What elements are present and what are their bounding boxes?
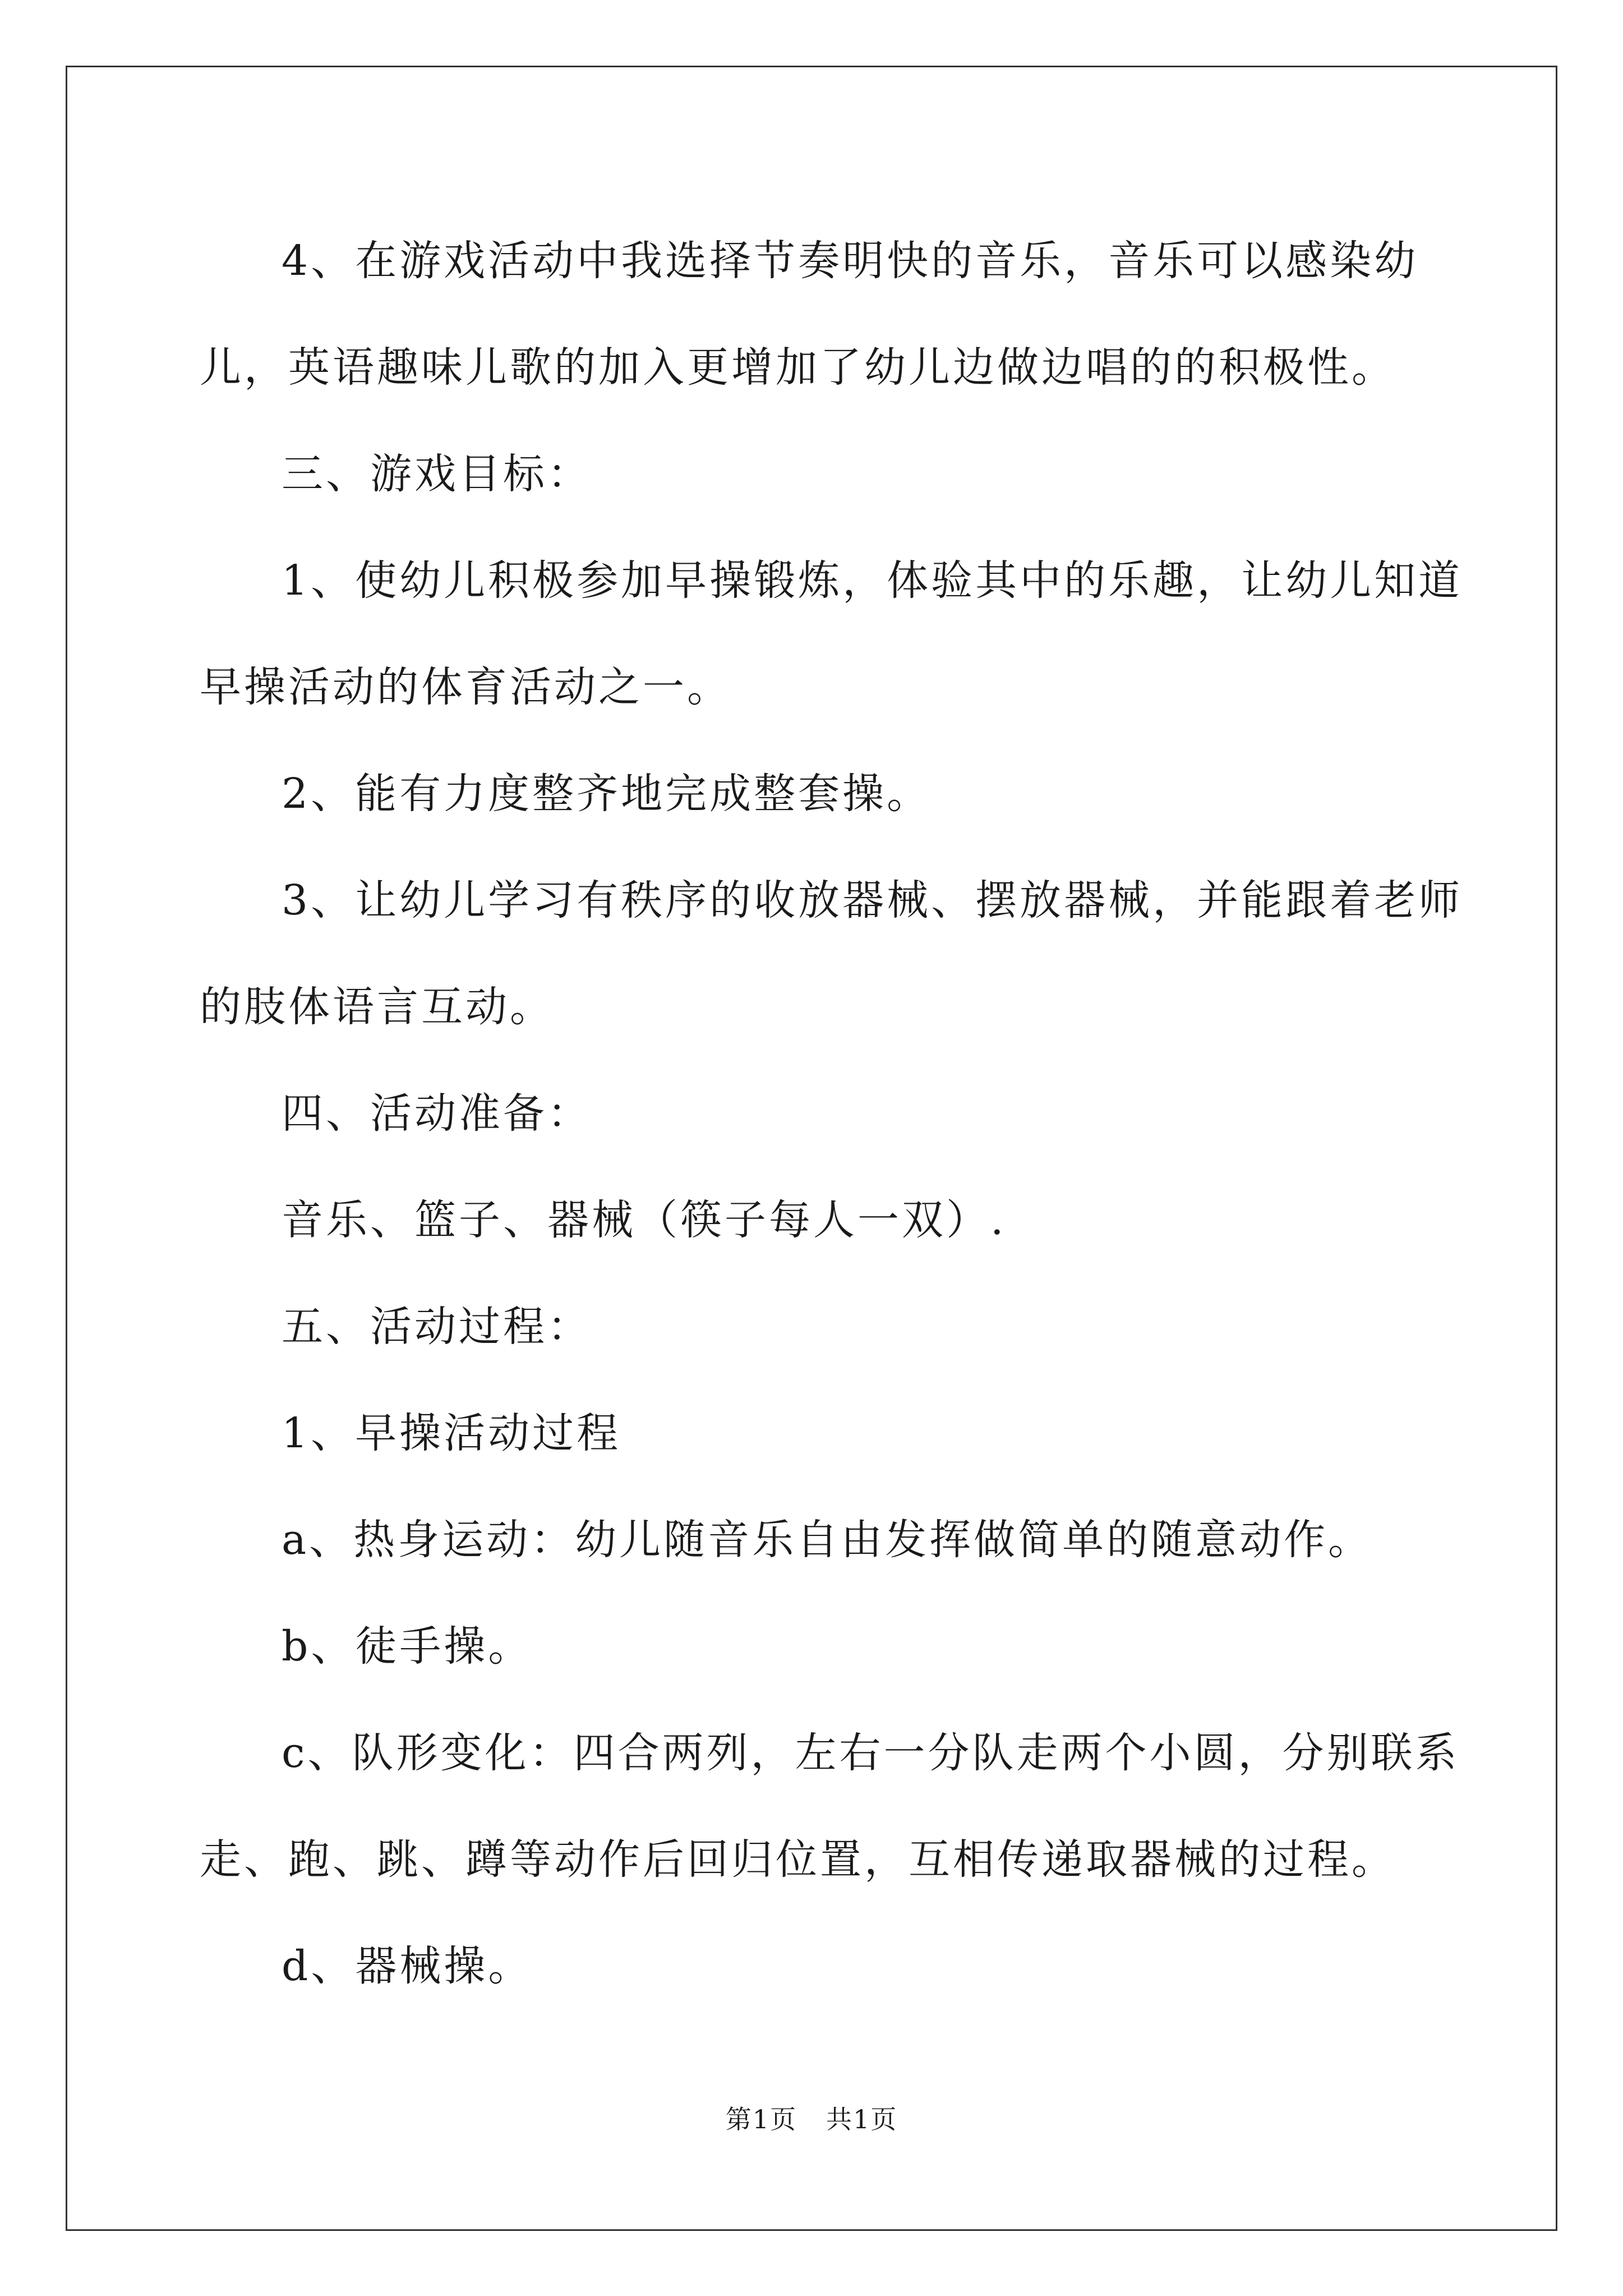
paragraph-freehand: b、徒手操。: [282, 1622, 533, 1671]
paragraph-apparatus: d、器械操。: [282, 1942, 533, 1990]
heading-preparation: 四、活动准备：: [282, 1089, 592, 1138]
heading-process: 五、活动过程：: [282, 1303, 592, 1351]
paragraph-warmup: a、热身运动：幼儿随音乐自由发挥做简单的随意动作。: [282, 1516, 1373, 1564]
page-footer: [0, 2099, 1623, 2136]
paragraph-process-1: 1、早操活动过程: [282, 1409, 621, 1457]
paragraph-materials: 音乐、篮子、器械（筷子每人一双）.: [282, 1196, 1007, 1244]
heading-game-goals: 三、游戏目标：: [282, 450, 592, 498]
paragraph-goal-1: 1、使幼儿积极参加早操锻炼，体验其中的乐趣，让幼儿知道早操活动的体育活动之一。: [200, 556, 1463, 711]
paragraph-goal-2: 2、能有力度整齐地完成整套操。: [282, 770, 932, 818]
paragraph-4-music: 4、在游戏活动中我选择节奏明快的音乐，音乐可以感染幼儿，英语趣味儿歌的加入更增加了幼儿边做边唱的的积极性。: [200, 237, 1419, 392]
paragraph-goal-3: 3、让幼儿学习有秩序的收放器械、摆放器械，并能跟着老师的肢体语言互动。: [200, 876, 1463, 1031]
document-body: [200, 208, 1484, 2019]
page-total: 共1页: [826, 2104, 898, 2134]
paragraph-formation: c、队形变化：四合两列，左右一分队走两个小圆，分别联系走、跑、跳、蹲等动作后回归位置，互相传递取器械的过程。: [200, 1729, 1460, 1884]
page-number: 第1页: [725, 2104, 797, 2134]
